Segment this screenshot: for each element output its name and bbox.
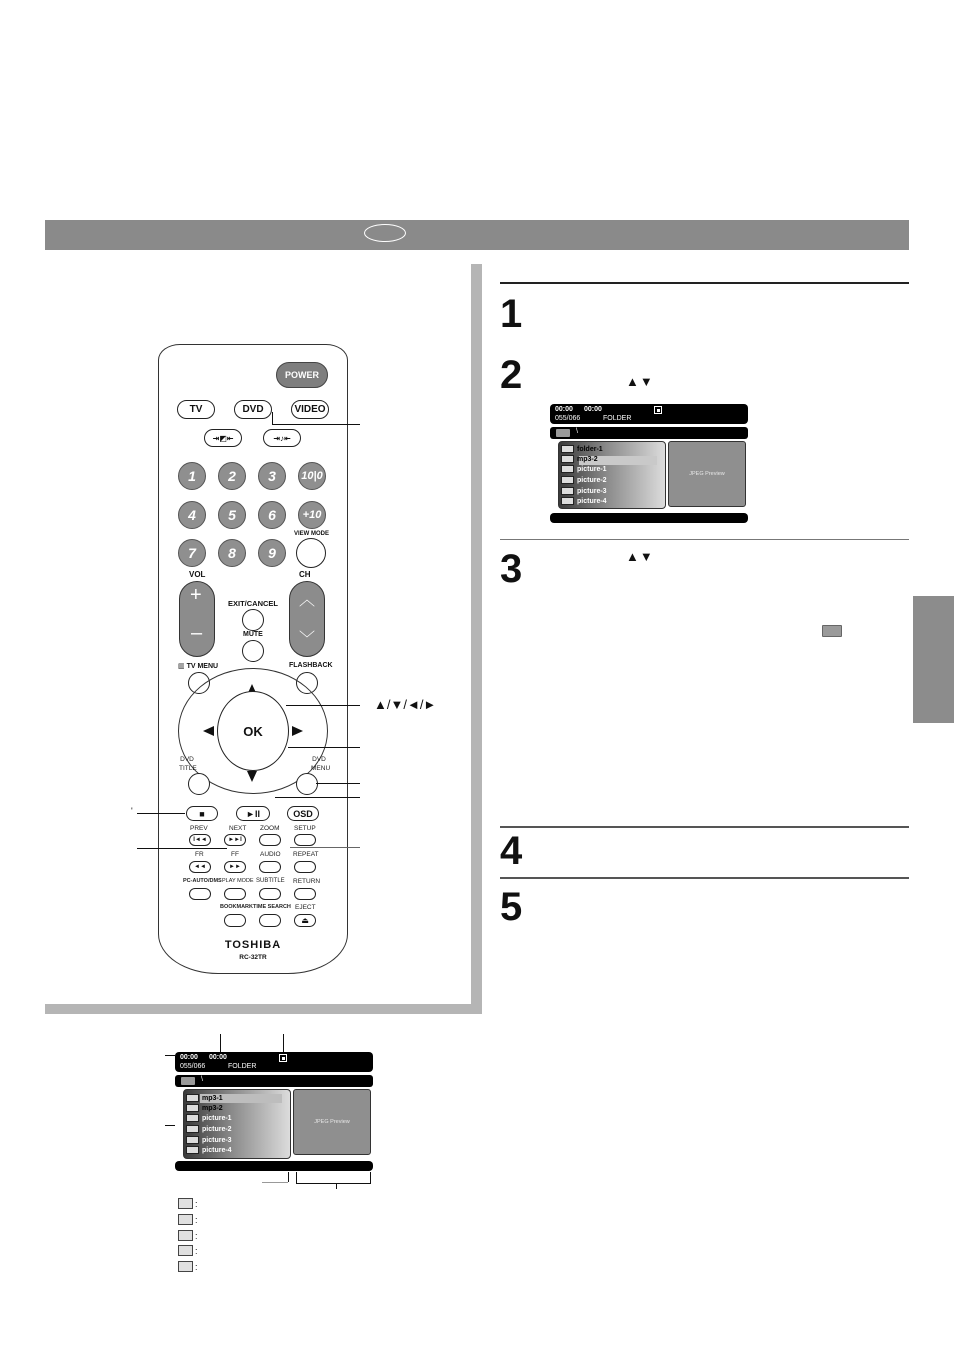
- tv-button[interactable]: TV: [177, 400, 215, 419]
- power-button[interactable]: POWER: [276, 362, 328, 388]
- zoom-button[interactable]: [259, 834, 281, 846]
- ok-button[interactable]: OK: [217, 691, 289, 771]
- arrow-down-icon[interactable]: [247, 771, 257, 782]
- step-number-5: 5: [500, 885, 523, 929]
- bookmark-label: BOOKMARK: [220, 904, 253, 910]
- skip-forward-icon: ►►I: [228, 837, 242, 843]
- dvd-menu-label: DVD MENU: [311, 756, 331, 772]
- rule-top: [500, 282, 909, 284]
- model-label: RC-32TR: [239, 954, 267, 961]
- mp3-icon: [561, 455, 574, 463]
- number-5-button[interactable]: 5: [218, 501, 246, 529]
- folder-icon: [822, 625, 842, 637]
- eject-label: EJECT: [295, 904, 316, 911]
- picture-icon: [186, 1136, 199, 1144]
- picture-icon: [561, 497, 574, 505]
- callout-line-menu: [316, 783, 360, 784]
- play-pause-button[interactable]: ►II: [236, 806, 270, 821]
- eject-icon: ⏏: [301, 916, 309, 925]
- number-10-0-button[interactable]: 10|0: [298, 462, 326, 490]
- sound-mode-button[interactable]: [263, 429, 301, 447]
- picture-icon: [561, 476, 574, 484]
- callout-line-list: [165, 1125, 175, 1126]
- osd-bottom-bar: [175, 1161, 373, 1171]
- plus-10-button[interactable]: +10: [298, 501, 326, 529]
- header-band: [45, 220, 909, 250]
- mute-label: MUTE: [243, 631, 263, 638]
- next-label: NEXT: [229, 825, 247, 832]
- list-item[interactable]: mp3-2: [186, 1104, 223, 1112]
- jpeg-preview: JPEG Preview: [293, 1089, 371, 1155]
- audio-button[interactable]: [259, 861, 281, 873]
- callout-line-scroll: [288, 1172, 289, 1182]
- rule-step5: [500, 877, 909, 879]
- arrow-left-icon[interactable]: [203, 726, 214, 736]
- osd-file-list: [558, 441, 666, 509]
- legend-row: :: [178, 1230, 198, 1241]
- list-item[interactable]: mp3-1: [186, 1094, 223, 1102]
- callout-line-dvd-v: [272, 412, 273, 424]
- callout-line-stop: [137, 813, 185, 814]
- list-item[interactable]: picture-3: [186, 1136, 232, 1144]
- step2-arrows: ▲▼: [626, 374, 654, 389]
- osd-button[interactable]: OSD: [287, 806, 319, 821]
- chevron-up-icon: ︿: [299, 592, 316, 609]
- list-item[interactable]: picture-1: [186, 1114, 232, 1122]
- dvd-button[interactable]: DVD: [234, 400, 272, 419]
- setup-label: SETUP: [294, 825, 316, 832]
- exit-cancel-label: EXIT/CANCEL: [228, 599, 279, 608]
- step-number-1: 1: [500, 292, 523, 336]
- list-item[interactable]: picture-2: [561, 476, 607, 484]
- unsupported-file-icon: [178, 1261, 193, 1272]
- tv-menu-icon: ▥: [178, 663, 185, 670]
- picture-icon: [561, 487, 574, 495]
- callout-line-play: [275, 797, 360, 798]
- arrow-right-icon[interactable]: [292, 726, 303, 736]
- list-item[interactable]: picture-2: [186, 1125, 232, 1133]
- audio-label: AUDIO: [260, 851, 281, 858]
- callout-line-ok: [288, 747, 360, 748]
- callout-line-direction: [286, 705, 360, 706]
- pc-auto-dms-label: PC-AUTO/DMS: [183, 878, 222, 884]
- list-item[interactable]: picture-4: [561, 497, 607, 505]
- osd-bottom-bar: [550, 513, 748, 523]
- number-7-button[interactable]: 7: [178, 539, 206, 567]
- jpeg-preview: JPEG Preview: [668, 441, 746, 507]
- video-button[interactable]: VIDEO: [291, 400, 329, 419]
- video-file-icon: [178, 1245, 193, 1256]
- play-mode-label: PLAY MODE: [222, 878, 254, 884]
- osd-screen-diagram: [175, 1052, 373, 1172]
- number-4-button[interactable]: 4: [178, 501, 206, 529]
- dvd-title-button[interactable]: [188, 773, 210, 795]
- number-6-button[interactable]: 6: [258, 501, 286, 529]
- repeat-button[interactable]: [294, 861, 316, 873]
- pc-auto-dms-button[interactable]: [189, 888, 211, 900]
- language-oval-badge: [364, 224, 406, 242]
- osd-top-bar: 00:00 00:00 055/066 FOLDER: [550, 404, 748, 424]
- stop-status-icon: [279, 1054, 287, 1062]
- rewind-icon: ◄◄: [194, 864, 206, 870]
- picture-mode-icon: ⇥◩⇤: [212, 433, 234, 443]
- zoom-label: ZOOM: [260, 825, 280, 832]
- next-button[interactable]: [224, 834, 246, 846]
- picture-icon: [561, 465, 574, 473]
- music-note-icon: ⇥♪⇤: [273, 433, 291, 443]
- volume-rocker[interactable]: [179, 581, 215, 657]
- callout-line-time: [220, 1034, 221, 1052]
- osd-path-bar: \: [550, 427, 748, 439]
- folder-icon: [556, 429, 570, 437]
- callout-line-next: [137, 848, 227, 849]
- fr-label: FR: [195, 851, 204, 858]
- remote-control: [158, 344, 348, 974]
- dvd-title-label: DVD TITLE: [179, 756, 197, 772]
- stop-button[interactable]: ■: [186, 806, 218, 821]
- number-9-button[interactable]: 9: [258, 539, 286, 567]
- time-search-label: TIME SEARCH: [253, 904, 291, 910]
- brand-logo: TOSHIBA: [224, 939, 282, 951]
- dvd-menu-button[interactable]: [296, 773, 318, 795]
- rule-step3: [500, 539, 909, 540]
- callout-line-preview-r: [370, 1172, 371, 1184]
- eject-button[interactable]: [294, 914, 316, 927]
- prev-label: PREV: [190, 825, 208, 832]
- setup-button[interactable]: [294, 834, 316, 846]
- picture-icon: [186, 1125, 199, 1133]
- fast-forward-icon: ►►: [229, 864, 241, 870]
- tv-menu-label: ▥ TV MENU: [178, 663, 219, 670]
- number-8-button[interactable]: 8: [218, 539, 246, 567]
- panel-divider-horizontal: [45, 1004, 482, 1014]
- callout-line-status: [283, 1034, 284, 1052]
- step-number-3: 3: [500, 547, 523, 591]
- callout-stop-mark: ': [131, 806, 133, 816]
- direction-arrows-label: ▲/▼/◄/►: [374, 697, 437, 712]
- ff-button[interactable]: [224, 861, 246, 873]
- section-side-tab: [913, 596, 954, 723]
- picture-mode-button[interactable]: [204, 429, 242, 447]
- callout-line-dvd: [272, 424, 360, 425]
- bookmark-button[interactable]: [224, 914, 246, 927]
- repeat-label: REPEAT: [293, 851, 319, 858]
- jpeg-file-icon: [178, 1230, 193, 1241]
- mp3-icon: [186, 1094, 199, 1102]
- legend-row: :: [178, 1198, 198, 1209]
- return-button[interactable]: [294, 888, 316, 900]
- skip-back-icon: I◄◄: [193, 837, 207, 843]
- exit-cancel-button[interactable]: [242, 609, 264, 631]
- callout-line-zoom: [290, 847, 360, 848]
- time-search-button[interactable]: [259, 914, 281, 927]
- step-number-4: 4: [500, 829, 523, 873]
- stop-status-icon: [654, 406, 662, 414]
- number-1-button[interactable]: 1: [178, 462, 206, 490]
- view-mode-button[interactable]: [296, 538, 326, 568]
- ff-label: FF: [231, 851, 239, 858]
- picture-icon: [186, 1146, 199, 1154]
- list-item[interactable]: picture-4: [186, 1146, 232, 1154]
- folder-icon: [181, 1077, 195, 1085]
- panel-divider-vertical: [471, 264, 482, 1014]
- callout-line-scroll-h: [262, 1182, 288, 1183]
- chevron-down-icon: ﹀: [299, 631, 316, 648]
- picture-icon: [186, 1114, 199, 1122]
- osd-path-bar: \: [175, 1075, 373, 1087]
- list-item[interactable]: picture-1: [561, 465, 607, 473]
- legend-row: :: [178, 1261, 198, 1272]
- return-label: RETURN: [293, 878, 321, 885]
- mp3-icon: [186, 1104, 199, 1112]
- ch-label: CH: [299, 570, 311, 579]
- list-item[interactable]: mp3-2: [561, 455, 598, 463]
- list-item[interactable]: picture-3: [561, 487, 607, 495]
- subtitle-label: SUBTITLE: [256, 878, 285, 884]
- osd-top-bar: 00:00 00:00 055/066 FOLDER: [175, 1052, 373, 1072]
- flashback-label: FLASHBACK: [289, 662, 333, 669]
- callout-line-preview-h: [296, 1183, 370, 1184]
- mp3-file-icon: [178, 1198, 193, 1209]
- subtitle-button[interactable]: [259, 888, 281, 900]
- channel-rocker[interactable]: [289, 581, 325, 657]
- step3-arrows: ▲▼: [626, 549, 654, 564]
- osd-screen-step2: [550, 404, 748, 524]
- mute-button[interactable]: [242, 640, 264, 662]
- wma-file-icon: [178, 1214, 193, 1225]
- prev-button[interactable]: [189, 834, 211, 846]
- callout-line-count: [165, 1055, 175, 1056]
- legend-row: :: [178, 1245, 198, 1256]
- osd-file-list: [183, 1089, 291, 1159]
- number-2-button[interactable]: 2: [218, 462, 246, 490]
- plus-icon: +: [190, 584, 202, 606]
- minus-icon: –: [191, 622, 203, 644]
- callout-line-preview-c: [336, 1183, 337, 1189]
- view-mode-label: VIEW MODE: [294, 531, 330, 537]
- fr-button[interactable]: [189, 861, 211, 873]
- vol-label: VOL: [189, 570, 206, 579]
- folder-icon: [561, 445, 574, 453]
- step-number-2: 2: [500, 353, 523, 397]
- rule-step4: [500, 826, 909, 828]
- number-3-button[interactable]: 3: [258, 462, 286, 490]
- play-mode-button[interactable]: [224, 888, 246, 900]
- list-item[interactable]: folder-1: [561, 445, 603, 453]
- legend-row: :: [178, 1214, 198, 1225]
